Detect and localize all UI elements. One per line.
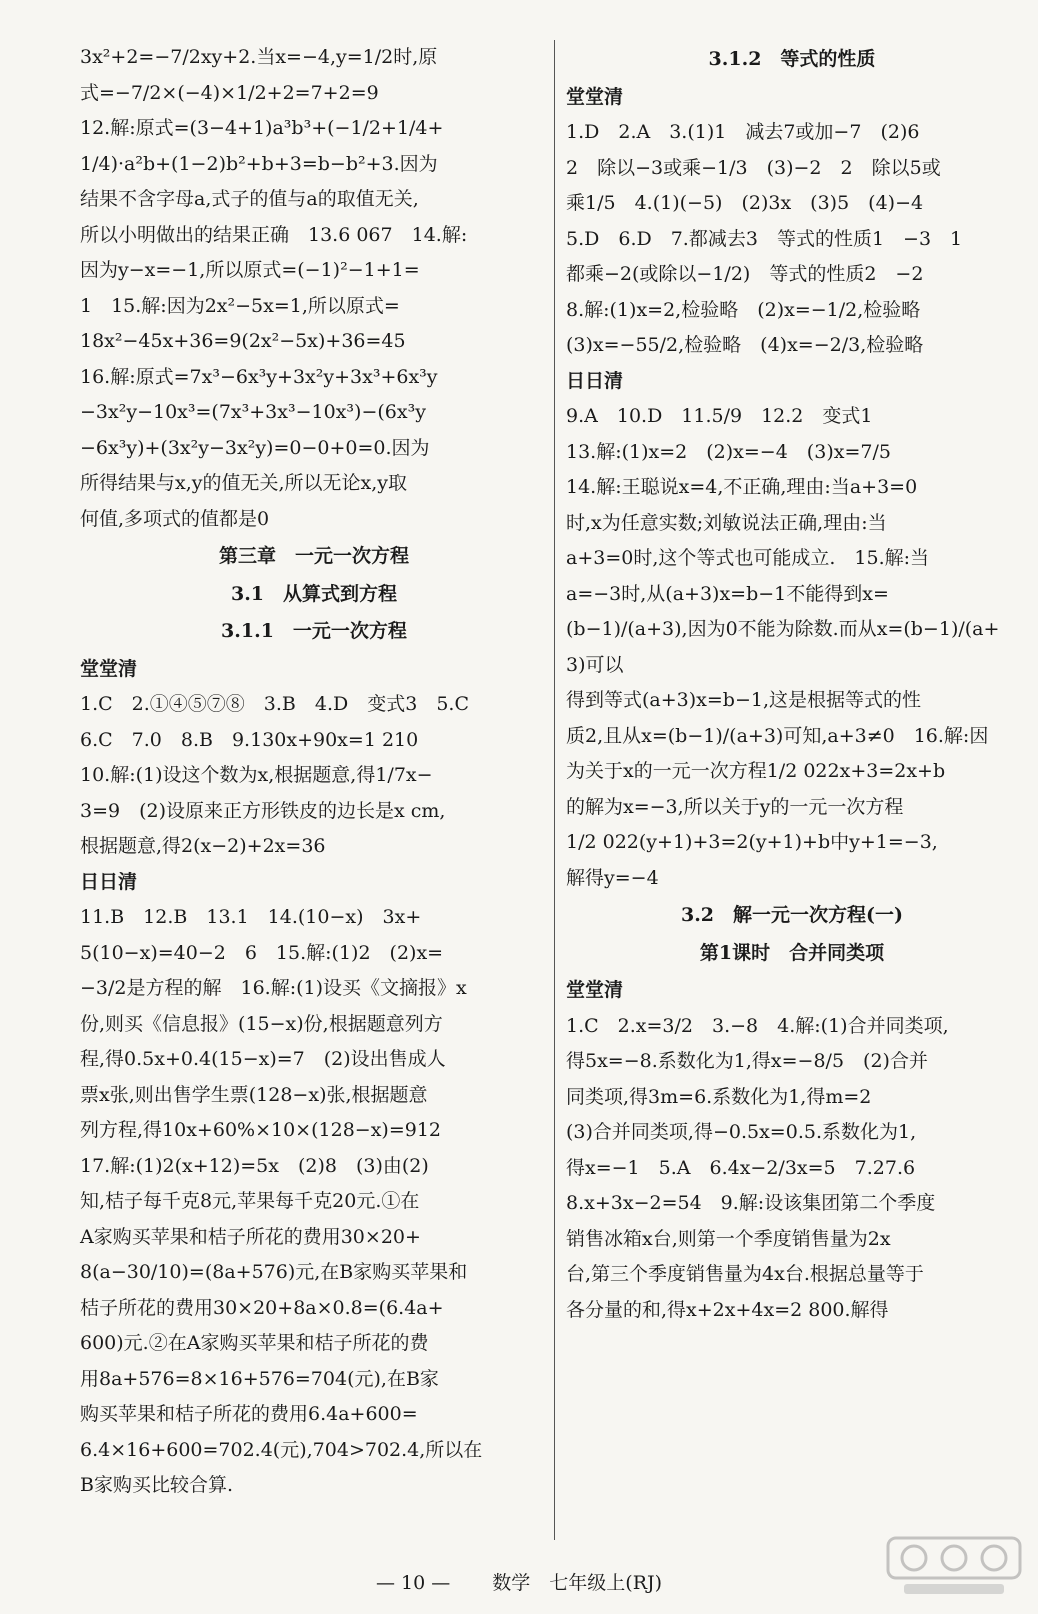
text-line: 质2,且从x=(b−1)/(a+3)可知,a+3≠0 16.解:因	[566, 724, 989, 747]
text-line: 2 除以−3或乘−1/3 (3)−2 2 除以5或	[566, 156, 941, 179]
text-line: −3/2是方程的解 16.解:(1)设买《文摘报》x	[80, 977, 467, 999]
text-line: 11.B 12.B 13.1 14.(10−x) 3x+	[80, 906, 422, 928]
section-heading: 3.1.2 等式的性质	[708, 48, 876, 70]
text-line: 桔子所花的费用30×20+8a×0.8=(6.4a+	[80, 1296, 444, 1319]
text-line: 各分量的和,得x+2x+4x=2 800.解得	[566, 1298, 889, 1321]
text-line: 17.解:(1)2(x+12)=5x (2)8 (3)由(2)	[80, 1154, 429, 1177]
watermark-logo-icon	[884, 1530, 1024, 1602]
text-line: 因为y−x=−1,所以原式=(−1)²−1+1=	[80, 259, 420, 281]
text-line: 程,得0.5x+0.4(15−x)=7 (2)设出售成人	[80, 1048, 446, 1070]
text-line: 份,则买《信息报》(15−x)份,根据题意列方	[80, 1012, 443, 1035]
text-line: 根据题意,得2(x−2)+2x=36	[80, 835, 326, 857]
section-heading: 第1课时 合并同类项	[699, 941, 885, 964]
text-line: 14.解:王聪说x=4,不正确,理由:当a+3=0	[566, 476, 918, 498]
text-line: B家购买比较合算.	[80, 1474, 234, 1496]
section-heading: 3.1.1 一元一次方程	[221, 620, 407, 642]
text-line: (b−1)/(a+3),因为0不能为除数.而从x=(b−1)/(a+3)可以	[566, 618, 1000, 676]
text-line: 18x²−45x+36=9(2x²−5x)+36=45	[80, 330, 406, 352]
left-column	[80, 40, 548, 1504]
text-line: 式=−7/2×(−4)×1/2+2=7+2=9	[80, 81, 379, 104]
text-line: 得到等式(a+3)x=b−1,这是根据等式的性	[566, 689, 922, 711]
text-line: 1.C 2.①④⑤⑦⑧ 3.B 4.D 变式3 5.C	[80, 693, 469, 715]
text-line: 5(10−x)=40−2 6 15.解:(1)2 (2)x=	[80, 941, 444, 964]
text-line: 1.D 2.A 3.(1)1 减去7或加−7 (2)6	[566, 121, 920, 143]
text-line: 时,x为任意实数;刘敏说法正确,理由:当	[566, 511, 887, 534]
text-line: 销售冰箱x台,则第一个季度销售量为2x	[566, 1227, 891, 1250]
text-line: 8(a−30/10)=(8a+576)元,在B家购买苹果和	[80, 1261, 468, 1283]
text-line: 12.解:原式=(3−4+1)a³b³+(−1/2+1/4+	[80, 117, 444, 139]
section-label: 堂堂清	[566, 979, 624, 1001]
section-label: 日日清	[566, 369, 624, 392]
text-line: 1 15.解:因为2x²−5x=1,所以原式=	[80, 294, 400, 317]
text-line: 10.解:(1)设这个数为x,根据题意,得1/7x−	[80, 764, 433, 786]
text-line: 8.解:(1)x=2,检验略 (2)x=−1/2,检验略	[566, 298, 921, 321]
text-line: 16.解:原式=7x³−6x³y+3x²y+3x³+6x³y	[80, 365, 438, 388]
text-line: 8.x+3x−2=54 9.解:设该集团第二个季度	[566, 1192, 936, 1214]
text-line: (3)合并同类项,得−0.5x=0.5.系数化为1,	[566, 1121, 917, 1143]
column-divider	[554, 40, 555, 1540]
section-heading: 第三章 一元一次方程	[218, 545, 409, 567]
text-line: 购买苹果和桔子所花的费用6.4a+600=	[80, 1403, 418, 1425]
text-line: 台,第三个季度销售量为4x台.根据总量等于	[566, 1263, 924, 1285]
text-line: 3x²+2=−7/2xy+2.当x=−4,y=1/2时,原	[80, 46, 438, 68]
text-line: 同类项,得3m=6.系数化为1,得m=2	[566, 1085, 872, 1108]
text-line: 何值,多项式的值都是0	[80, 507, 270, 530]
text-line: 的解为x=−3,所以关于y的一元一次方程	[566, 795, 904, 818]
text-line: 列方程,得10x+60%×10×(128−x)=912	[80, 1119, 442, 1141]
text-line: 9.A 10.D 11.5/9 12.2 变式1	[566, 405, 873, 427]
text-line: 5.D 6.D 7.都减去3 等式的性质1 −3 1	[566, 227, 963, 250]
text-line: 票x张,则出售学生票(128−x)张,根据题意	[80, 1083, 428, 1106]
text-line: 所得结果与x,y的值无关,所以无论x,y取	[80, 472, 408, 494]
text-line: 3=9 (2)设原来正方形铁皮的边长是x cm,	[80, 799, 446, 822]
text-line: 1.C 2.x=3/2 3.−8 4.解:(1)合并同类项,	[566, 1014, 949, 1037]
text-line: (3)x=−55/2,检验略 (4)x=−2/3,检验略	[566, 334, 924, 356]
text-line: 13.解:(1)x=2 (2)x=−4 (3)x=7/5	[566, 440, 891, 463]
text-line: a+3=0时,这个等式也可能成立. 15.解:当	[566, 547, 930, 569]
section-heading: 3.1 从算式到方程	[230, 582, 398, 605]
text-line: 都乘−2(或除以−1/2) 等式的性质2 −2	[566, 263, 924, 285]
text-line: 结果不含字母a,式子的值与a的取值无关,	[80, 188, 419, 210]
text-line: 知,桔子每千克8元,苹果每千克20元.①在	[80, 1190, 420, 1212]
text-line: 乘1/5 4.(1)(−5) (2)3x (3)5 (4)−4	[566, 192, 924, 214]
text-line: 所以小明做出的结果正确 13.6 067 14.解:	[80, 223, 468, 246]
text-line: 1/2 022(y+1)+3=2(y+1)+b中y+1=−3,	[566, 831, 938, 853]
text-line: 得x=−1 5.A 6.4x−2/3x=5 7.27.6	[566, 1156, 916, 1179]
section-heading: 3.2 解一元一次方程(一)	[680, 904, 904, 926]
book-subject: 数学 七年级上(RJ)	[492, 1572, 663, 1594]
text-line: a=−3时,从(a+3)x=b−1不能得到x=	[566, 582, 889, 605]
text-line: A家购买苹果和桔子所花的费用30×20+	[80, 1225, 421, 1248]
page-footer	[0, 1568, 1038, 1595]
text-line: 解得y=−4	[566, 866, 659, 889]
text-line: 600)元.②在A家购买苹果和桔子所花的费	[80, 1332, 429, 1354]
text-line: 6.C 7.0 8.B 9.130x+90x=1 210	[80, 728, 419, 751]
text-line: 为关于x的一元一次方程1/2 022x+3=2x+b	[566, 760, 946, 782]
text-line: −6x³y)+(3x²y−3x²y)=0−0+0=0.因为	[80, 436, 430, 459]
text-line: 1/4)·a²b+(1−2)b²+b+3=b−b²+3.因为	[80, 152, 438, 175]
section-label: 堂堂清	[80, 657, 138, 680]
text-line: 得5x=−8.系数化为1,得x=−8/5 (2)合并	[566, 1050, 928, 1072]
section-label: 日日清	[80, 870, 138, 893]
right-column	[566, 40, 1018, 1328]
text-line: 用8a+576=8×16+576=704(元),在B家	[80, 1367, 439, 1390]
text-line: 6.4×16+600=702.4(元),704>702.4,所以在	[80, 1438, 483, 1461]
page-number: — 10 —	[375, 1572, 451, 1594]
section-label: 堂堂清	[566, 85, 624, 108]
text-line: −3x²y−10x³=(7x³+3x³−10x³)−(6x³y	[80, 401, 426, 423]
